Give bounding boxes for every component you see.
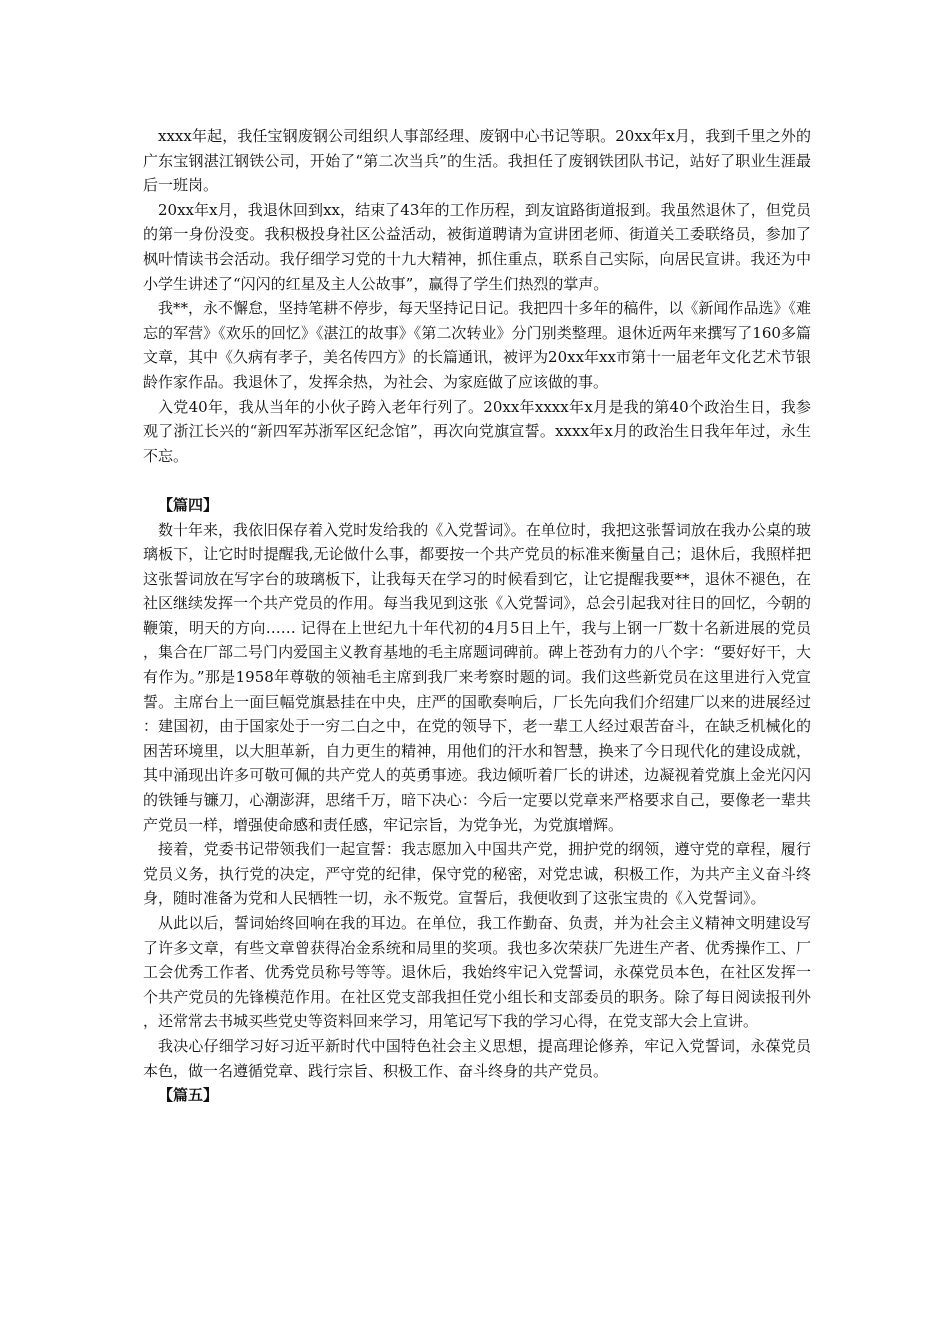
paragraph: 接着，党委书记带领我们一起宣誓：我志愿加入中国共产党，拥护党的纲领，遵守党的章程，履行党员义务，执行党的决定，严守党的纪律，保守党的秘密，对党忠诚，积极工作，为共产主义奋斗终身，随时准备为党和人民牺牲一切，永不叛党。宣誓后，我便收到了这张宝贵的《入党誓词》。 — [143, 840, 811, 908]
paragraph: 20xx年x月，我退休回到xx，结束了43年的工作历程，到友谊路街道报到。我虽然退休了，但党员的第一身份没变。我积极投身社区公益活动，被街道聘请为宣讲团老师、街道关工委联络员，参加了枫叶情读书会活动。我仔细学习党的十九大精神，抓住重点，联系自己实际，向居民宣讲。我还为中小学生讲述了“闪闪的红星及主人公故事”，赢得了学生们热烈的掌声。 — [143, 200, 811, 293]
document-body — [143, 124, 811, 1108]
paragraph: 从此以后，誓词始终回响在我的耳边。在单位，我工作勤奋、负责，并为社会主义精神文明建设写了许多文章，有些文章曾获得冶金系统和局里的奖项。我也多次荣获厂先进生产者、优秀操作工、厂工会优秀工作者、优秀党员称号等等。退休后，我始终牢记入党誓词，永葆党员本色，在社区发挥一个共产党员的先锋模范作用。在社区党支部我担任党小组长和支部委员的职务。除了每日阅读报刊外，还常常去书城买些党史等资料回来学习，用笔记写下我的学习心得，在党支部大会上宣讲。 — [143, 914, 811, 1031]
blank-line — [143, 468, 811, 493]
paragraph: 我**，永不懈怠，坚持笔耕不停步，每天坚持记日记。我把四十多年的稿件，以《新闻作品选》《难忘的军营》《欢乐的回忆》《湛江的故事》《第二次转业》分门别类整理。退休近两年来撰写了160多篇文章，其中《久病有孝子，美名传四方》的长篇通讯，被评为20xx年xx市第十一届老年文化艺术节银龄作家作品。我退休了，发挥余热，为社会、为家庭做了应该做的事。 — [143, 299, 811, 391]
paragraph: 我决心仔细学习好习近平新时代中国特色社会主义思想，提高理论修养，牢记入党誓词，永葆党员本色，做一名遵循党章、践行宗旨、积极工作、奋斗终身的共产党员。 — [143, 1036, 811, 1080]
section-heading-5: 【篇五】 — [158, 1086, 219, 1105]
paragraph: 入党40年，我从当年的小伙子跨入老年行列了。20xx年xxxx年x月是我的第40个政治生日，我参观了浙江长兴的“新四军苏浙军区纪念馆”，再次向党旗宣誓。xxxx年x月的政治生日我年年过，永生不忘。 — [143, 397, 811, 465]
paragraph: 数十年来，我依旧保存着入党时发给我的《入党誓词》。在单位时，我把这张誓词放在我办公桌的玻璃板下，让它时时提醒我,无论做什么事，都要按一个共产党员的标准来衡量自己；退休后，我照样把这张誓词放在写字台的玻璃板下，让我每天在学习的时候看到它，让它提醒我要**，退休不褪色，在社区继续发挥一个共产党员的作用。每当我见到这张《入党誓词》，总会引起我对往日的回忆，今朝的鞭策，明天的方向…… 记得在上世纪九十年代初的4月5日上午，我与上钢一厂数十名新进展的党员，集合在厂部二号门内爱国主义教育基地的毛主席题词碑前。碑上苍劲有力的八个字：“要好好干，大有作为。”那是1958年尊敬的领袖毛主席到我厂来考察时题的词。我们这些新党员在这里进行入党宣誓。主席台上一面巨幅党旗悬挂在中央，庄严的国歌奏响后，厂长先向我们介绍建厂以来的进展经过：建国初，由于国家处于一穷二白之中，在党的领导下，老一辈工人经过艰苦奋斗，在缺乏机械化的困苦环境里，以大胆革新，自力更生的精神，用他们的汗水和智慧，换来了今日现代化的建设成就，其中涌现出许多可敬可佩的共产党人的英勇事迹。我边倾听着厂长的讲述，边凝视着党旗上金光闪闪的铁锤与镰刀，心潮澎湃，思绪千万，暗下决心：今后一定要以党章来严格要求自己，要像老一辈共产党员一样，增强使命感和责任感，牢记宗旨，为党争光，为党旗增辉。 — [143, 520, 811, 834]
section-heading-4: 【篇四】 — [158, 495, 219, 514]
paragraph: xxxx年起，我任宝钢废钢公司组织人事部经理、废钢中心书记等职。20xx年x月，我到千里之外的广东宝钢湛江钢铁公司，开始了“第二次当兵”的生活。我担任了废钢铁团队书记，站好了职业生涯最后一班岗。 — [143, 127, 811, 195]
